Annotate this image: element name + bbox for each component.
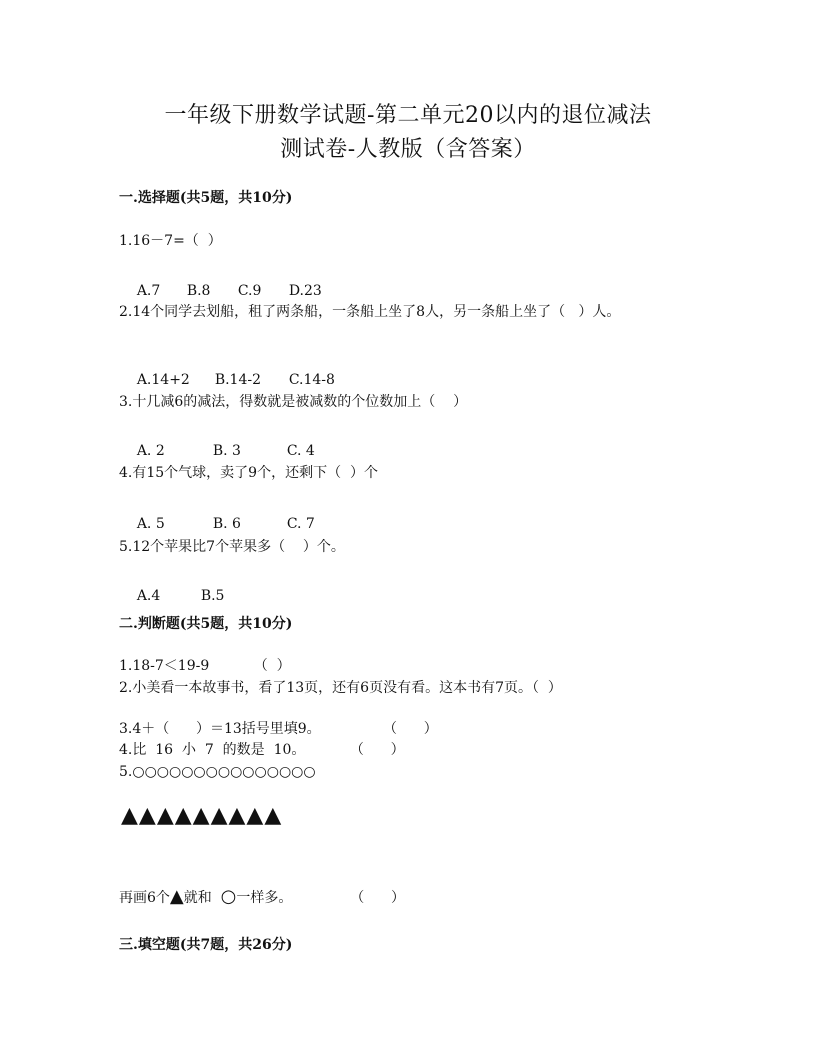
section-1-heading: 一.选择题(共5题，共10分)	[119, 190, 293, 206]
prompt-text-b: 就和	[183, 890, 221, 906]
option-c: C.9	[237, 283, 262, 299]
question-1-3-stem: 3.十几减6的减法，得数就是被减数的个位数加上（ ）	[119, 394, 468, 410]
judge-question-1: 1.18-7＜19-9 （ ）	[119, 658, 291, 674]
option-b: B.8	[186, 283, 211, 299]
judge-question-2: 2.小美看一本故事书，看了13页，还有6页没有看。这本书有7页。（ ）	[119, 680, 562, 696]
option-a: A.4	[136, 588, 161, 604]
judge-question-5-triangles: ▲▲▲▲▲▲▲▲▲	[121, 803, 283, 828]
judge-question-5-prompt	[119, 886, 405, 907]
option-b: B. 6	[212, 516, 241, 532]
option-b: B.5	[200, 588, 225, 604]
option-c: C. 4	[286, 443, 315, 459]
question-1-4-stem: 4.有15个气球，卖了9个，还剩下（ ）个	[119, 465, 378, 481]
question-1-2-stem: 2.14个同学去划船，租了两条船，一条船上坐了8人，另一条船上坐了（ ）人。	[119, 304, 621, 320]
option-b: B.14-2	[214, 372, 262, 388]
option-a: A. 2	[136, 443, 165, 459]
question-1-1-stem: 1.16－7=（ ）	[119, 233, 222, 249]
prompt-text-a: 再画6个	[119, 890, 170, 906]
option-a: A.7	[136, 283, 161, 299]
question-1-5-stem: 5.12个苹果比7个苹果多（ ）个。	[119, 539, 345, 555]
judge-question-5-circles: 5.○○○○○○○○○○○○○○○	[119, 764, 316, 780]
title-line-1: 一年级下册数学试题-第二单元20以内的退位减法	[164, 103, 652, 128]
judge-question-4: 4.比 16 小 7 的数是 10。 （ ）	[119, 742, 405, 758]
section-3-heading: 三.填空题(共7题，共26分)	[119, 937, 293, 953]
circle-icon: ○	[220, 886, 237, 907]
title-line-2: 测试卷-人教版（含答案）	[280, 137, 536, 162]
option-a: A.14+2	[136, 372, 190, 388]
section-2-heading: 二.判断题(共5题，共10分)	[119, 616, 293, 632]
option-b: B. 3	[212, 443, 241, 459]
option-d: D.23	[288, 283, 322, 299]
option-a: A. 5	[136, 516, 165, 532]
judge-question-3: 3.4＋（ ）＝13括号里填9。 （ ）	[119, 721, 438, 737]
triangle-icon: ▲	[169, 886, 184, 907]
option-c: C. 7	[286, 516, 315, 532]
option-c: C.14-8	[288, 372, 335, 388]
prompt-text-c: 一样多。 （ ）	[236, 890, 405, 906]
